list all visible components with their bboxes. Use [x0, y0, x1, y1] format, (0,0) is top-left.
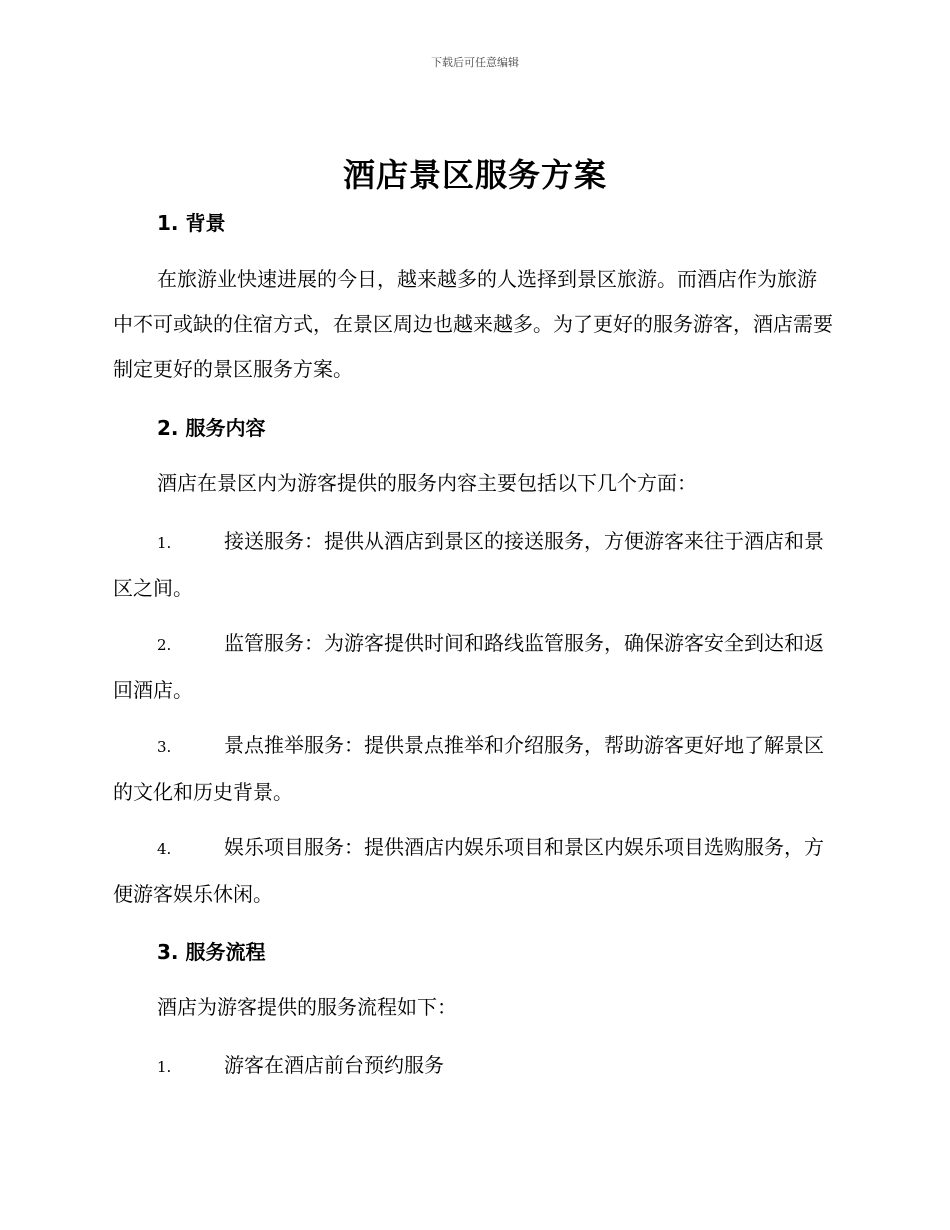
list-item-text: 娱乐项目服务：提供酒店内娱乐项目和景区内娱乐项目选购服务，方便游客娱乐休闲。	[113, 835, 824, 906]
list-item-text: 景点推举服务：提供景点推举和介绍服务，帮助游客更好地了解景区的文化和历史背景。	[113, 733, 824, 804]
list-item-text: 监管服务：为游客提供时间和路线监管服务，确保游客安全到达和返回酒店。	[113, 631, 824, 702]
document-title: 酒店景区服务方案	[342, 156, 607, 194]
paragraph-service-intro: 酒店在景区内为游客提供的服务内容主要包括以下几个方面：	[157, 471, 697, 495]
list-item-number: 1.	[157, 534, 172, 552]
header-note: 下载后可任意编辑	[431, 56, 519, 69]
list-item	[113, 519, 835, 611]
list-item	[113, 621, 835, 713]
section-heading-service-content: 2. 服务内容	[157, 416, 266, 440]
list-item-number: 1.	[157, 1058, 172, 1076]
list-item	[113, 825, 835, 917]
list-item	[113, 1043, 835, 1090]
list-item	[113, 723, 835, 815]
paragraph-service-process-intro: 酒店为游客提供的服务流程如下：	[157, 995, 457, 1019]
section-heading-background: 1. 背景	[157, 211, 226, 235]
list-item-number: 2.	[157, 636, 172, 654]
section-heading-service-process: 3. 服务流程	[157, 940, 266, 964]
list-item-text: 游客在酒店前台预约服务	[224, 1053, 444, 1077]
list-item-number: 4.	[157, 840, 172, 858]
paragraph-background: 在旅游业快速进展的今日，越来越多的人选择到景区旅游。而酒店作为旅游中不可或缺的住宿方式，在景区周边也越来越多。为了更好的服务游客，酒店需要制定更好的景区服务方案。	[113, 267, 833, 381]
list-item-number: 3.	[157, 738, 172, 756]
list-item-text: 接送服务：提供从酒店到景区的接送服务，方便游客来往于酒店和景区之间。	[113, 529, 824, 600]
